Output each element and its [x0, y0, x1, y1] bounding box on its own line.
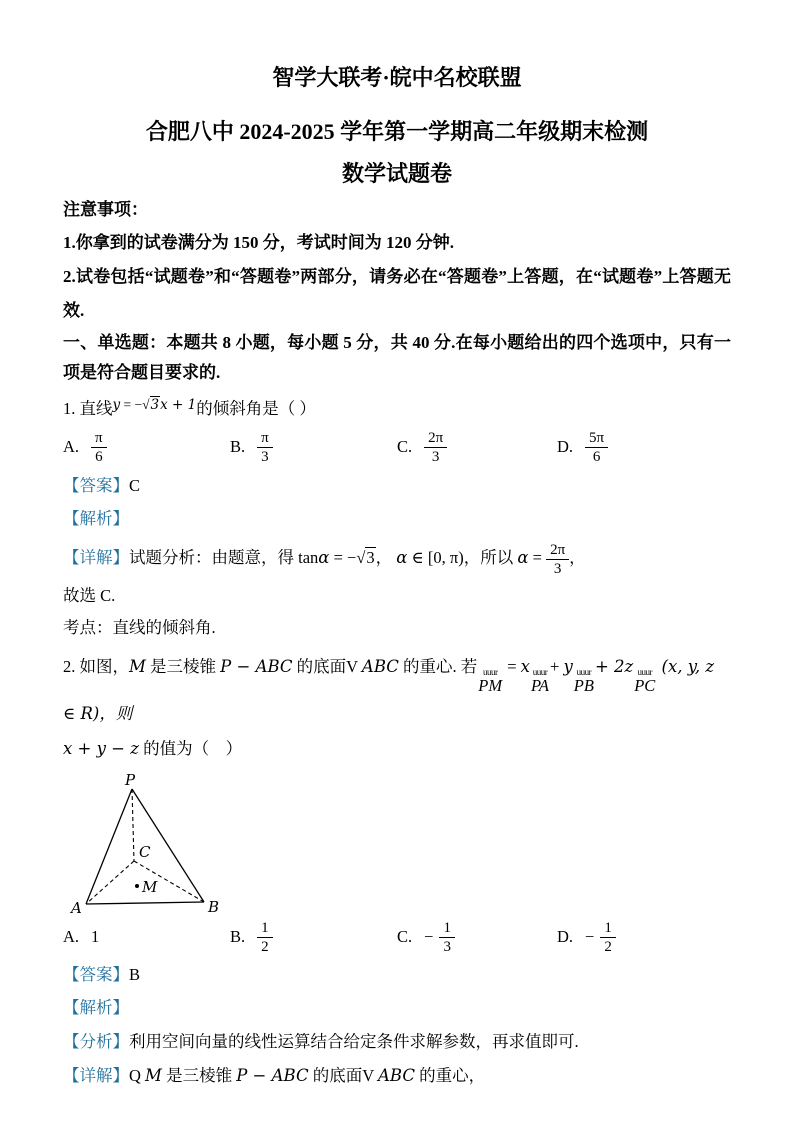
fraction: $\frac{1}{2}$: [257, 919, 273, 956]
vector-pa: uuur PA: [530, 667, 550, 695]
q1-option-d: [557, 429, 731, 466]
question-2-stem-line1: 2. 如图，M 是三棱锥 P − ABC 的底面V ABC 的重心. 若 uuur PM = x uuur PA + y uuur PB + 2z uuur PC (x, y, z ∈ R)，则: [63, 657, 715, 723]
option-label: D.: [557, 437, 574, 456]
option-label: B.: [230, 927, 246, 946]
vector-pm: uuur PM: [478, 667, 503, 695]
centroid-dot: [135, 884, 139, 888]
detail-label: 【详解】: [63, 548, 129, 567]
sqrt-radical: √3: [356, 548, 375, 567]
doc-title-line3: 数学试题卷: [341, 161, 452, 186]
edge-ca: [86, 861, 134, 904]
minus-sign: −: [424, 927, 434, 946]
q1-options-row: [63, 424, 731, 470]
minus-sign: −: [585, 927, 595, 946]
section-heading: 一、单选题：本题共 8 小题，每小题 5 分，共 40 分.在每小题给出的四个选项中，只有一项是符合题目要求的.: [63, 333, 731, 382]
option-value: 1: [91, 927, 100, 946]
option-label: C.: [397, 927, 413, 946]
doc-title-line2: 合肥八中 2024-2025 学年第一学期高二年级期末检测: [145, 119, 649, 144]
q1-conclusion: 故选 C.: [63, 586, 116, 605]
centroid-label-m: M: [142, 878, 158, 896]
tetrahedron-svg: [69, 773, 227, 915]
option-label: A.: [63, 927, 80, 946]
fraction: $\frac{2\pi}{3}$: [424, 429, 447, 466]
fenxi-label: 【分析】: [63, 1032, 129, 1051]
analysis-label: 【解析】: [63, 998, 129, 1017]
q1-analysis-label-line: [63, 502, 731, 536]
q2-options-row: [63, 915, 731, 959]
sqrt-radical: √3: [142, 397, 160, 413]
fraction: $\frac{\pi}{6}$: [91, 429, 107, 466]
q2-analysis-label-line: [63, 991, 731, 1025]
q1-answer-line: [63, 470, 731, 502]
edge-pa: [86, 789, 132, 904]
q2-fenxi-line: [63, 1025, 731, 1059]
fraction: $\frac{5\pi}{6}$: [585, 429, 608, 466]
q1-stem-suffix: 的倾斜角是（ ）: [196, 399, 316, 418]
q1-option-c: [397, 429, 557, 466]
option-label: D.: [557, 927, 574, 946]
q1-answer-value: C: [129, 476, 141, 495]
fenxi-text: 利用空间向量的线性运算结合给定条件求解参数，再求值即可.: [129, 1032, 579, 1051]
vertex-label-p: P: [125, 773, 136, 789]
vertex-label-a: A: [71, 899, 82, 915]
q2-answer-line: [63, 959, 731, 991]
q1-option-a: [63, 429, 230, 466]
fraction: $\frac{1}{2}$: [600, 919, 616, 956]
detail-label: 【详解】: [63, 1066, 129, 1085]
q2-answer-value: B: [129, 965, 141, 984]
answer-label: 【答案】: [63, 476, 129, 495]
q2-option-d: [557, 919, 731, 956]
analysis-label: 【解析】: [63, 509, 129, 528]
vector-pb: uuur PB: [573, 667, 594, 695]
q1-stem-prefix: 1. 直线: [63, 399, 113, 418]
q1-option-b: [230, 429, 397, 466]
vertex-label-c: C: [139, 843, 151, 861]
notice-item-1: 1.你拿到的试卷满分为 150 分，考试时间为 120 分钟.: [63, 233, 454, 252]
option-label: A.: [63, 437, 80, 456]
q2-option-b: [230, 919, 397, 956]
q2-option-c: [397, 919, 557, 956]
fraction: $\frac{2\pi}{3}$: [546, 541, 569, 578]
option-label: B.: [230, 437, 246, 456]
question-2-stem-line2: x + y − z 的值为（ ）: [63, 739, 243, 758]
q1-keypoint: 考点：直线的倾斜角.: [63, 618, 216, 637]
notice-item-2: 2.试卷包括“试题卷”和“答题卷”两部分，请务必在“答题卷”上答题，在“试题卷”上答题无效.: [63, 267, 731, 320]
q2-detail-line: 【详解】Q M 是三棱锥 P − ABC 的底面V ABC 的重心，: [63, 1066, 486, 1085]
fraction: $\frac{1}{3}$: [439, 919, 455, 956]
answer-label: 【答案】: [63, 965, 129, 984]
edge-ab: [86, 902, 204, 904]
fraction: $\frac{\pi}{3}$: [257, 429, 273, 466]
q2-option-a: [63, 927, 230, 947]
tetrahedron-figure: [69, 773, 731, 915]
notice-heading: 注意事项：: [63, 200, 148, 219]
question-1-stem: [63, 390, 731, 424]
vertex-label-b: B: [208, 898, 220, 915]
doc-title-line1: 智学大联考·皖中名校联盟: [272, 65, 522, 90]
vector-pc: uuur PC: [634, 667, 656, 695]
q1-detail-line: 【详解】试题分析：由题意，得 tanα = −√3， α ∈ [0, π)，所以 α = $\frac{2\pi}{3}$ ，: [63, 541, 586, 577]
edge-pc: [132, 789, 134, 861]
option-label: C.: [397, 437, 413, 456]
q1-equation: y = −√3x + 1: [112, 397, 197, 413]
